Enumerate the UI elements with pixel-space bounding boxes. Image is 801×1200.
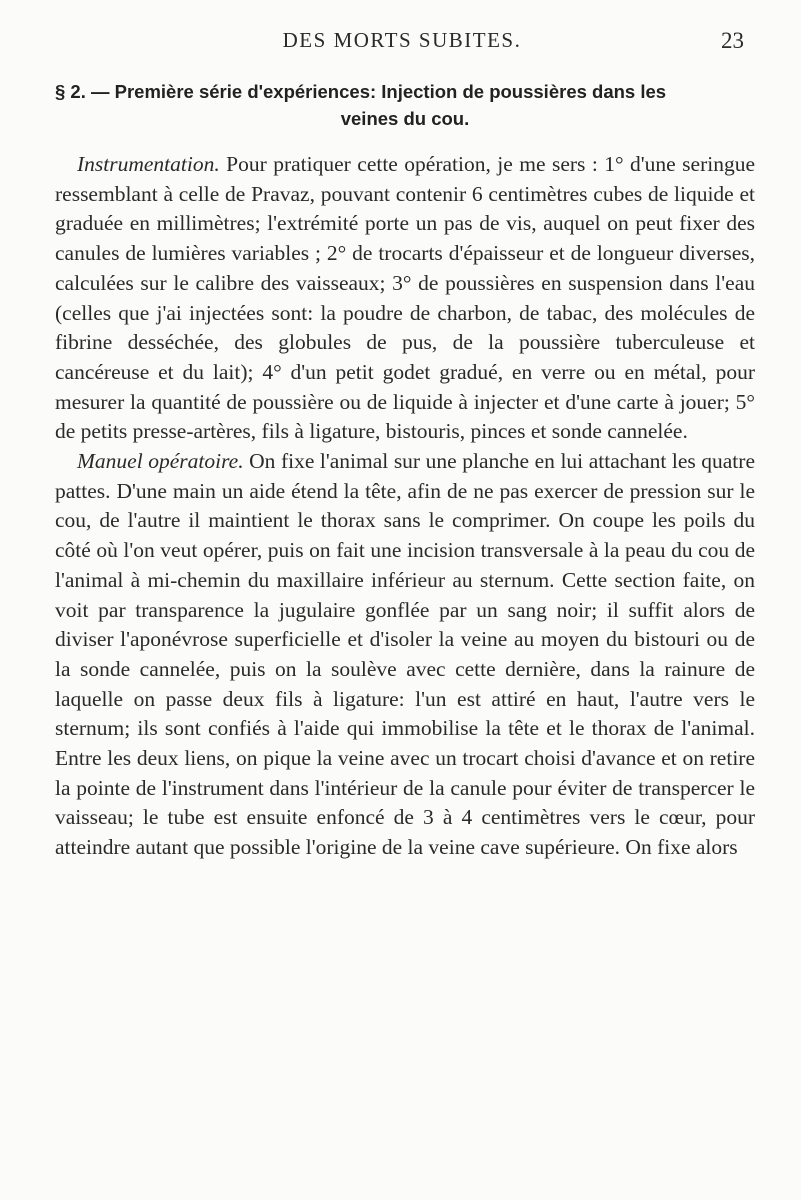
section-heading-line-2: veines du cou. bbox=[340, 108, 470, 129]
paragraph-lead-manuel-operatoire: Manuel opératoire. bbox=[77, 449, 244, 474]
paragraph-manuel-operatoire bbox=[55, 447, 755, 863]
page-number: 23 bbox=[721, 28, 744, 53]
section-heading-line-1: § 2. — Première série d'expériences: Injection de poussières dans les bbox=[55, 81, 667, 102]
running-head: DES MORTS SUBITES. bbox=[282, 28, 522, 52]
section-body bbox=[55, 78, 755, 863]
paragraph-text-instrumentation: Pour pratiquer cette opération, je me sers : 1° d'une seringue ressemblant à celle de Pravaz, pouvant contenir 6 centimètres cubes de liquide et graduée en millimètres; l'extrémité porte un pas de vis, auquel on peut fixer des canules de lumières variables ; 2° de trocarts d'épaisseur et de longueur diverses, calculées sur le calibre des vaisseaux; 3° de poussières en suspension dans l'eau (celles que j'ai injectées sont: la poudre de charbon, de tabac, des molécules de fibrine desséchée, des globules de pus, de la poussière tuberculeuse et cancéreuse et du lait); 4° d'un petit godet gradué, en verre ou en métal, pour mesurer la quantité de poussière ou de liquide à injecter et d'une carte à jouer; 5° de petits presse-artères, fils à ligature, bistouris, pinces et sonde cannelée. bbox=[55, 152, 755, 444]
paragraph-lead-instrumentation: Instrumentation. bbox=[77, 152, 220, 176]
section-heading bbox=[55, 78, 755, 132]
page-header bbox=[60, 14, 744, 54]
paragraph-instrumentation bbox=[55, 150, 755, 447]
paragraph-text-manuel-operatoire: On fixe l'animal sur une planche en lui attachant les quatre pattes. D'une main un aide étend la tête, afin de ne pas exercer de pression sur le cou, de l'autre il maintient le thorax sans le comprimer. On coupe les poils du côté où l'on veut opérer, puis on fait une incision transversale à la peau du cou de l'animal à mi-chemin du maxillaire inférieur au sternum. Cette section faite, on voit par transparence la jugulaire gonflée par un sang noir; il suffit alors de diviser l'aponévrose superficielle et d'isoler la veine au moyen du bistouri ou de la sonde cannelée, puis on la soulève avec cette dernière, dans la rainure de laquelle on passe deux fils à ligature: l'un est attiré en haut, l'autre vers le sternum; ils sont confiés à l'aide qui immobilise la tête et le thorax de l'animal. Entre les deux liens, on pique la veine avec un trocart choisi d'avance et on retire la pointe de l'instrument dans l'intérieur de la canule pour éviter de transpercer le vaisseau; le tube est ensuite enfoncé de 3 à 4 centimètres vers le cœur, pour atteindre autant que possible l'origine de la veine cave supérieure. On fixe alors bbox=[55, 449, 755, 860]
